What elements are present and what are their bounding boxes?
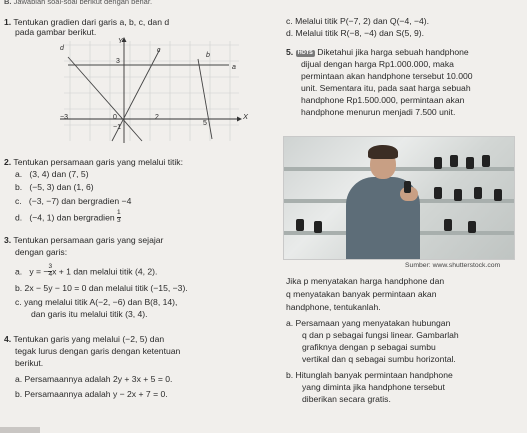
q4-item-b: b. Persamaannya adalah y − 2x + 7 = 0. xyxy=(15,389,168,399)
q3-text1: Tentukan persamaan garis yang sejajar xyxy=(13,235,164,245)
q4-line3: berikut. xyxy=(15,358,44,368)
tick-x-neg3: −3 xyxy=(60,114,68,121)
section-number: B. xyxy=(4,0,12,6)
q3-item-a: a. y = − $\frac{3}{4}$ x + 1 dan melalui titik (4, 2). xyxy=(15,263,158,278)
q1-text1: Tentukan gradien dari garis a, b, c, dan d xyxy=(13,17,170,27)
store-photo xyxy=(283,136,515,260)
q2-d-fraction: $\frac{1}{3}$ xyxy=(117,209,121,224)
tick-x-5: 5 xyxy=(203,120,207,127)
graph-axis-y: Y xyxy=(118,38,123,45)
q5-line-0 xyxy=(286,47,469,57)
q5-b-2: diberikan secara gratis. xyxy=(302,394,391,404)
q4-item-a: a. Persamaannya adalah 2y + 3x + 5 = 0. xyxy=(15,374,173,384)
q1-line1 xyxy=(4,17,169,27)
photo-source: Sumber: www.shutterstock.com xyxy=(405,262,501,269)
q5-b-0: b. Hitunglah banyak permintaan handphone xyxy=(286,370,453,380)
q2-item-a: a. (3, 4) dan (7, 5) xyxy=(15,169,89,179)
q3-number: 3. xyxy=(4,235,12,245)
tick-origin: 0 xyxy=(113,114,117,121)
q5-a-0: a. Persamaan yang menyatakan hubungan xyxy=(286,318,451,328)
q5-text-4: handphone Rp1.500.000, permintaan akan xyxy=(301,95,465,105)
q5-a-3: vertikal dan q sebagai sumbu horizontal. xyxy=(302,354,456,364)
q1-number: 1. xyxy=(4,17,12,27)
q3-item-c1: c. yang melalui titik A(−2, −6) dan B(8, 14), xyxy=(15,297,178,307)
tick-y-3: 3 xyxy=(116,58,120,65)
line-label-c: c xyxy=(157,47,161,54)
q2-title-line xyxy=(4,157,183,167)
q1-line2: pada gambar berikut. xyxy=(15,27,97,37)
q1-option-c: c. Melalui titik P(−7, 2) dan Q(−4, −4). xyxy=(286,16,430,26)
q4-number: 4. xyxy=(4,334,12,344)
q3-line1 xyxy=(4,235,163,245)
q5-text-2: permintaan akan handphone tersebut 10.000 xyxy=(301,71,473,81)
q3-item-b: b. 2x − 5y − 10 = 0 dan melalui titik (−15, −3). xyxy=(15,283,188,293)
section-instruction: Jawablah soal-soal berikut dengan benar. xyxy=(13,0,153,6)
q5-after-2: handphone, tentukanlah. xyxy=(286,302,381,312)
q3-item-c2: dan garis itu melalui titik (3, 4). xyxy=(31,309,148,319)
line-graph xyxy=(54,37,244,145)
q4-text1: Tentukan garis yang melalui (−2, 5) dan xyxy=(13,334,165,344)
q5-text-3: unit. Sementara itu, pada saat harga sebuah xyxy=(301,83,471,93)
q4-line2: tegak lurus dengan garis dengan ketentuan xyxy=(15,346,181,356)
q2-number: 2. xyxy=(4,157,12,167)
section-header xyxy=(4,0,152,6)
q5-b-1: yang diminta jika handphone tersebut xyxy=(302,382,445,392)
q5-after-0: Jika p menyatakan harga handphone dan xyxy=(286,276,445,286)
q2-title: Tentukan persamaan garis yang melalui titik: xyxy=(13,157,183,167)
graph-axis-x: X xyxy=(243,112,249,121)
tick-y-neg1: −1 xyxy=(113,124,121,131)
line-label-a: a xyxy=(232,64,236,71)
page-footer-bar xyxy=(0,427,40,433)
tick-x-2: 2 xyxy=(155,114,159,121)
q3-line2: dengan garis: xyxy=(15,247,68,257)
q5-a-1: q dan p sebagai fungsi linear. Gambarlah xyxy=(302,330,459,340)
line-label-d: d xyxy=(60,45,64,52)
q1-option-d: d. Melalui titik R(−8, −4) dan S(5, 9). xyxy=(286,28,425,38)
q2-item-d: d. (−4, 1) dan bergradien $\frac{1}{3}$ xyxy=(15,209,121,224)
q5-number: 5. xyxy=(286,47,294,57)
hots-badge: HOTS xyxy=(297,50,313,56)
line-label-b: b xyxy=(206,52,210,59)
q5-text-0: Diketahui jika harga sebuah handphone xyxy=(317,47,469,57)
q5-text-5: handphone menurun menjadi 7.500 unit. xyxy=(301,107,456,117)
q4-line1 xyxy=(4,334,164,344)
q2-item-b: b. (−5, 3) dan (1, 6) xyxy=(15,182,94,192)
q5-a-2: grafiknya dengan p sebagai sumbu xyxy=(302,342,436,352)
q5-after-1: q menyatakan banyak permintaan akan xyxy=(286,289,437,299)
q5-text-1: dijual dengan harga Rp1.000.000, maka xyxy=(301,59,454,69)
q2-item-c: c. (−3, −7) dan bergradien −4 xyxy=(15,196,132,206)
